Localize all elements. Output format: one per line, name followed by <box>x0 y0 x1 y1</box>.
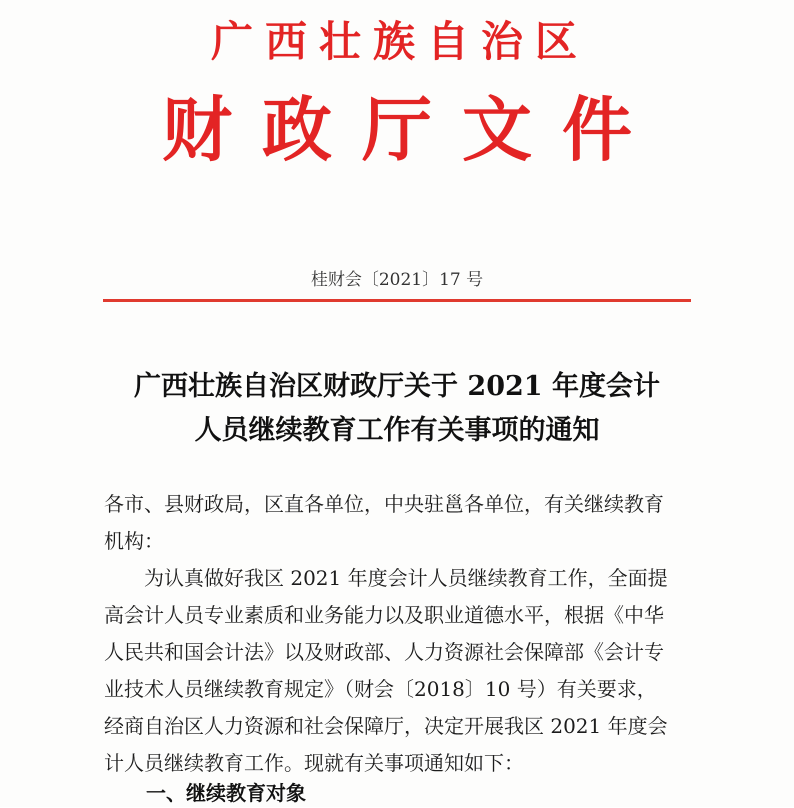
red-divider-line <box>103 299 691 302</box>
body-line: 人民共和国会计法》以及财政部、人力资源社会保障部《会计专 <box>104 640 664 664</box>
section-heading: 一、继续教育对象 <box>146 781 306 805</box>
body-line: 各市、县财政局，区直各单位，中央驻邕各单位，有关继续教育 <box>104 492 664 516</box>
header-issuer: 广西壮族自治区 <box>210 17 589 66</box>
body-line: 为认真做好我区 2021 年度会计人员继续教育工作，全面提 <box>104 566 668 590</box>
body-line: 机构： <box>104 529 164 553</box>
document-number: 桂财会〔2021〕17 号 <box>310 270 484 290</box>
header-document-type: 财政厅文件 <box>162 88 662 171</box>
document-title-line-1: 广西壮族自治区财政厅关于 2021 年度会计 <box>134 371 660 402</box>
body-line: 业技术人员继续教育规定》（财会〔2018〕10 号）有关要求， <box>104 677 657 701</box>
body-line: 经商自治区人力资源和社会保障厅，决定开展我区 2021 年度会 <box>104 714 668 738</box>
document-title-line-2: 人员继续教育工作有关事项的通知 <box>194 415 600 446</box>
body-line: 计人员继续教育工作。现就有关事项通知如下： <box>104 751 524 775</box>
body-line: 高会计人员专业素质和业务能力以及职业道德水平，根据《中华 <box>104 603 664 627</box>
